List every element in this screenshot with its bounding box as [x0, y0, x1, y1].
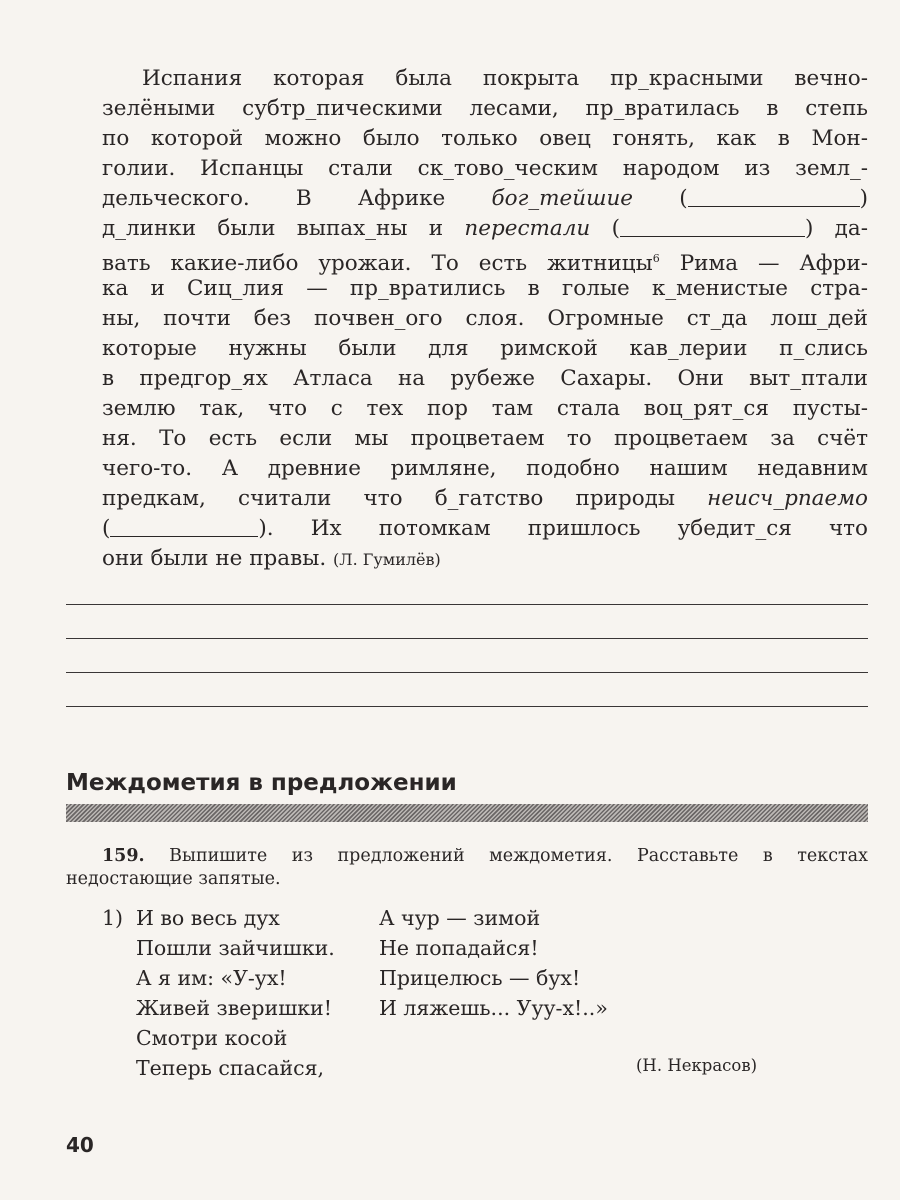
italic-word: бог_тейшие [491, 186, 634, 211]
passage-text: чего-то. А древние римляне, подобно нашим недавним [102, 456, 868, 481]
passage-line [102, 454, 868, 484]
poem-item-number: 1) [102, 906, 124, 930]
source-attribution: (Л. Гумилёв) [333, 550, 441, 569]
passage-text: предкам, считали что б_гатство природы [102, 486, 708, 511]
poem-left-column [102, 903, 335, 1083]
poem-right-column [345, 903, 608, 1023]
passage-text: д_линки были выпах_ны и [102, 216, 465, 241]
italic-word: неисч_рпаемо [707, 486, 868, 511]
passage-line [102, 514, 868, 544]
passage-line [102, 244, 868, 274]
passage-text: землю так, что с тех пор там стала воц_рят_ся пусты- [102, 396, 868, 421]
passage-text: ( [102, 516, 111, 541]
poem-line: Прицелюсь — бух! [379, 966, 581, 990]
passage-text: ( [590, 216, 620, 241]
poem-line: Пошли зайчишки. [136, 936, 335, 960]
passage-line [102, 64, 868, 94]
passage-text: ны, почти без почвен_ого слоя. Огромные ст_да лош_дей [102, 306, 868, 331]
poem-line: И ляжешь... Ууу-х!..» [379, 996, 608, 1020]
poem-line: А я им: «У-ух! [136, 966, 287, 990]
task-instructions [66, 845, 868, 891]
passage-line [102, 424, 868, 454]
passage-text: вать какие-либо урожаи. То есть житницы [102, 251, 653, 276]
poem-line: Смотри косой [136, 1026, 288, 1050]
passage-text: ). Их потомкам пришлось убедит_ся что [258, 516, 868, 541]
passage-text: Рима — Афри- [659, 251, 868, 276]
passage-line [102, 94, 868, 124]
passage-text: ) [859, 186, 868, 211]
task-text-line1: Выпишите из предложений междометия. Расставьте в текстах [144, 846, 868, 866]
poem-line: А чур — зимой [379, 906, 541, 930]
passage-line [102, 214, 868, 244]
poem-line: И во весь дух [136, 906, 280, 930]
passage-line [102, 544, 868, 574]
passage-text: ( [633, 186, 688, 211]
passage-line [102, 364, 868, 394]
heading-hatch-divider [66, 804, 868, 822]
task-number: 159. [102, 846, 145, 866]
passage-text: дельческого. В Африке [102, 186, 492, 211]
passage-text: ) да- [804, 216, 868, 241]
passage-line [102, 484, 868, 514]
passage-text: голии. Испанцы стали ск_тово_ческим народом из земл_- [102, 156, 868, 181]
footnote-marker: 6 [652, 252, 660, 265]
answer-line [66, 672, 868, 673]
passage-line [102, 154, 868, 184]
passage-text: по которой можно было только овец гонять, как в Мон- [102, 126, 868, 151]
fill-in-blank [688, 186, 860, 207]
passage-text: ня. То есть если мы процветаем то процветаем за счёт [102, 426, 868, 451]
exercise-passage [102, 64, 868, 574]
answer-line [66, 638, 868, 639]
poem-line: Теперь спасайся, [136, 1056, 325, 1080]
passage-text: ка и Сиц_лия — пр_вратились в голые к_менистые стра- [102, 276, 868, 301]
task-text-line2: недостающие запятые. [66, 869, 281, 889]
fill-in-blank [110, 516, 258, 537]
poem-author: (Н. Некрасов) [636, 1056, 758, 1075]
passage-line [102, 184, 868, 214]
passage-line [102, 394, 868, 424]
answer-line [66, 604, 868, 605]
passage-line [102, 304, 868, 334]
passage-text: в предгор_ях Атласа на рубеже Сахары. Они выт_птали [102, 366, 868, 391]
passage-text: зелёными субтр_пическими лесами, пр_вратилась в степь [102, 96, 868, 121]
answer-line [66, 706, 868, 707]
passage-line [102, 274, 868, 304]
poem-line: Не попадайся! [379, 936, 539, 960]
italic-word: перестали [464, 216, 591, 241]
poem-line: Живей зверишки! [136, 996, 332, 1020]
fill-in-blank [620, 216, 805, 237]
section-heading: Междометия в предложении [66, 770, 457, 796]
passage-text: Испания которая была покрыта пр_красными вечно- [142, 66, 868, 91]
passage-line [102, 124, 868, 154]
passage-text: которые нужны были для римской кав_лерии п_слись [102, 336, 868, 361]
passage-line [102, 334, 868, 364]
page-number: 40 [66, 1133, 94, 1157]
passage-text: они были не правы. [102, 546, 333, 571]
